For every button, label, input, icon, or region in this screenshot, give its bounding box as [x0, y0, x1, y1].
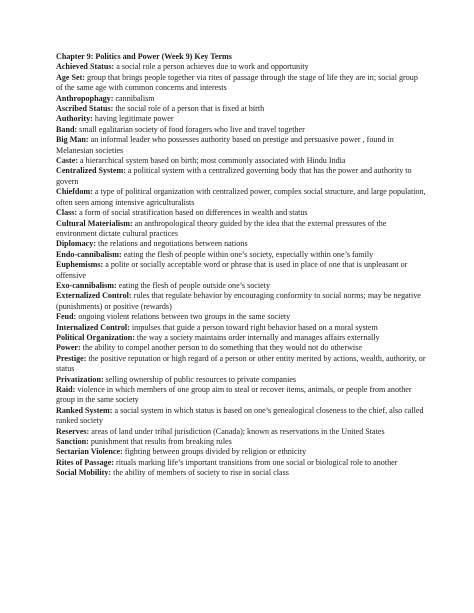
glossary-entry [56, 312, 426, 322]
glossary-term: Big Man: [56, 135, 89, 145]
glossary-entry [56, 114, 426, 124]
glossary-term: Achieved Status: [56, 62, 115, 72]
glossary-entry [56, 333, 426, 343]
glossary-term: Diplomacy: [56, 239, 97, 249]
document-title: Chapter 9: Politics and Power (Week 9) Key Terms [56, 52, 232, 61]
glossary-term: Ascribed Status: [56, 104, 114, 114]
glossary-term: Political Organization: [56, 332, 135, 342]
glossary-definition: impulses that guide a person toward right behavior based on a moral system [129, 322, 378, 332]
glossary-definition: selling ownership of public resources to private companies [103, 374, 297, 384]
glossary-definition: cannibalism [113, 93, 155, 103]
glossary-term: Euphemisms: [56, 260, 104, 270]
glossary-definition: a form of social stratification based on differences in wealth and status [77, 208, 308, 218]
glossary-term: Externalized Control: [56, 291, 132, 301]
glossary-definition: a polite or socially acceptable word or phrase that is used in place of one that is unpleasant or offensive [56, 260, 408, 280]
glossary-entry [56, 468, 426, 478]
glossary-definition: fighting between groups divided by religion or ethnicity [122, 447, 307, 457]
glossary-term: Class: [56, 208, 78, 218]
glossary-definition: punishment that results from breaking rules [88, 437, 232, 447]
glossary-entry [56, 166, 426, 187]
glossary-entry [56, 447, 426, 457]
glossary-definition: eating the flesh of people outside one’s society [116, 280, 271, 290]
glossary-entry [56, 219, 426, 240]
glossary-entry [56, 437, 426, 447]
glossary-entry [56, 323, 426, 333]
glossary-definition: a social system in which status is based on one’s genealogical closeness to the chief, also called ranked society [56, 405, 424, 426]
document-page [56, 52, 426, 479]
glossary-definition: violence in which members of one group aim to steal or recover items, animals, or people from another group in the same society [56, 385, 412, 405]
glossary-definition: eating the flesh of people within one’s society, especially within one’s family [121, 249, 374, 259]
glossary-entry [56, 239, 426, 249]
glossary-term: Authority: [56, 114, 93, 124]
glossary-list [56, 62, 426, 478]
glossary-term: Privatization: [56, 374, 104, 384]
glossary-entry [56, 281, 426, 291]
glossary-definition: small egalitarian society of food foragers who live and travel together [77, 124, 305, 134]
glossary-term: Band: [56, 124, 78, 134]
glossary-term: Chiefdom: [56, 187, 93, 197]
glossary-definition: the positive reputation or high regard of a person or other entity merited by actions, wealth, authority, or status [56, 353, 426, 374]
glossary-entry [56, 208, 426, 218]
glossary-entry [56, 73, 426, 94]
glossary-definition: the way a society maintains order internally and manages affairs externally [134, 332, 380, 342]
glossary-term: Sectarian Violence: [56, 447, 123, 457]
glossary-entry [56, 250, 426, 260]
glossary-term: Endo-cannibalism: [56, 249, 122, 259]
glossary-definition: having legitimate power [92, 114, 174, 124]
glossary-entry [56, 187, 426, 208]
glossary-entry [56, 135, 426, 156]
glossary-definition: the ability to compel another person to do something that they would not do otherwise [80, 343, 362, 353]
glossary-term: Feud: [56, 312, 77, 322]
glossary-entry [56, 427, 426, 437]
glossary-entry [56, 291, 426, 312]
glossary-term: Rites of Passage: [56, 457, 114, 467]
glossary-entry [56, 406, 426, 427]
glossary-term: Raid: [56, 385, 76, 394]
glossary-entry [56, 260, 426, 281]
glossary-definition: an informal leader who possesses authority based on prestige and persuasive power , found in Melanesian societies [56, 135, 394, 155]
glossary-definition: group that brings people together via rites of passage through the stage of life they are in; social group of the same age with common concerns and interests [56, 72, 418, 93]
glossary-term: Social Mobility: [56, 468, 112, 478]
glossary-definition: rituals marking life’s important transitions from one social or biological role to another [114, 457, 398, 467]
glossary-entry [56, 104, 426, 114]
glossary-term: Reserves: [56, 426, 90, 436]
glossary-entry [56, 62, 426, 72]
glossary-entry [56, 375, 426, 385]
glossary-definition: the ability of members of society to rise in social class [111, 468, 289, 478]
glossary-term: Caste: [56, 156, 79, 166]
glossary-definition: a type of political organization with centralized power, complex social structure, and large population, often seen among intensive agriculturalists [56, 187, 426, 207]
glossary-term: Sanction: [56, 437, 89, 447]
glossary-term: Power: [56, 343, 81, 353]
glossary-entry [56, 125, 426, 135]
glossary-term: Ranked System: [56, 405, 113, 415]
glossary-term: Anthropophagy: [56, 93, 114, 103]
glossary-term: Centralized System: [56, 166, 126, 176]
glossary-entry [56, 385, 426, 406]
glossary-definition: the relations and negotiations between nations [96, 239, 248, 249]
glossary-entry [56, 354, 426, 375]
glossary-term: Internalized Control: [56, 322, 130, 332]
glossary-entry [56, 94, 426, 104]
glossary-definition: the social role of a person that is fixed at birth [113, 104, 265, 114]
glossary-entry [56, 343, 426, 353]
glossary-term: Cultural Materialism: [56, 218, 133, 228]
glossary-term: Exo-cannibalism: [56, 280, 117, 290]
glossary-definition: an anthropological theory guided by the idea that the external pressures of the environment dictate cultural practices [56, 218, 387, 238]
glossary-definition: areas of land under tribal jurisdiction (Canada); known as reservations in the United States [89, 426, 385, 436]
glossary-entry [56, 458, 426, 468]
glossary-definition: rules that regulate behavior by encouraging conformity to social norms; may be negative (punishments) or positive (rewards) [56, 291, 421, 311]
glossary-term: Prestige: [56, 353, 87, 363]
glossary-definition: a political system with a centralized governing body that has the power and authority to govern [56, 166, 412, 186]
glossary-entry [56, 156, 426, 166]
glossary-definition: a social role a person achieves due to work and opportunity [114, 62, 309, 72]
glossary-definition: a hierarchical system based on birth; most commonly associated with Hindu India [78, 156, 346, 166]
glossary-term: Age Set: [56, 72, 85, 82]
glossary-definition: ongoing violent relations between two groups in the same society [76, 312, 291, 322]
